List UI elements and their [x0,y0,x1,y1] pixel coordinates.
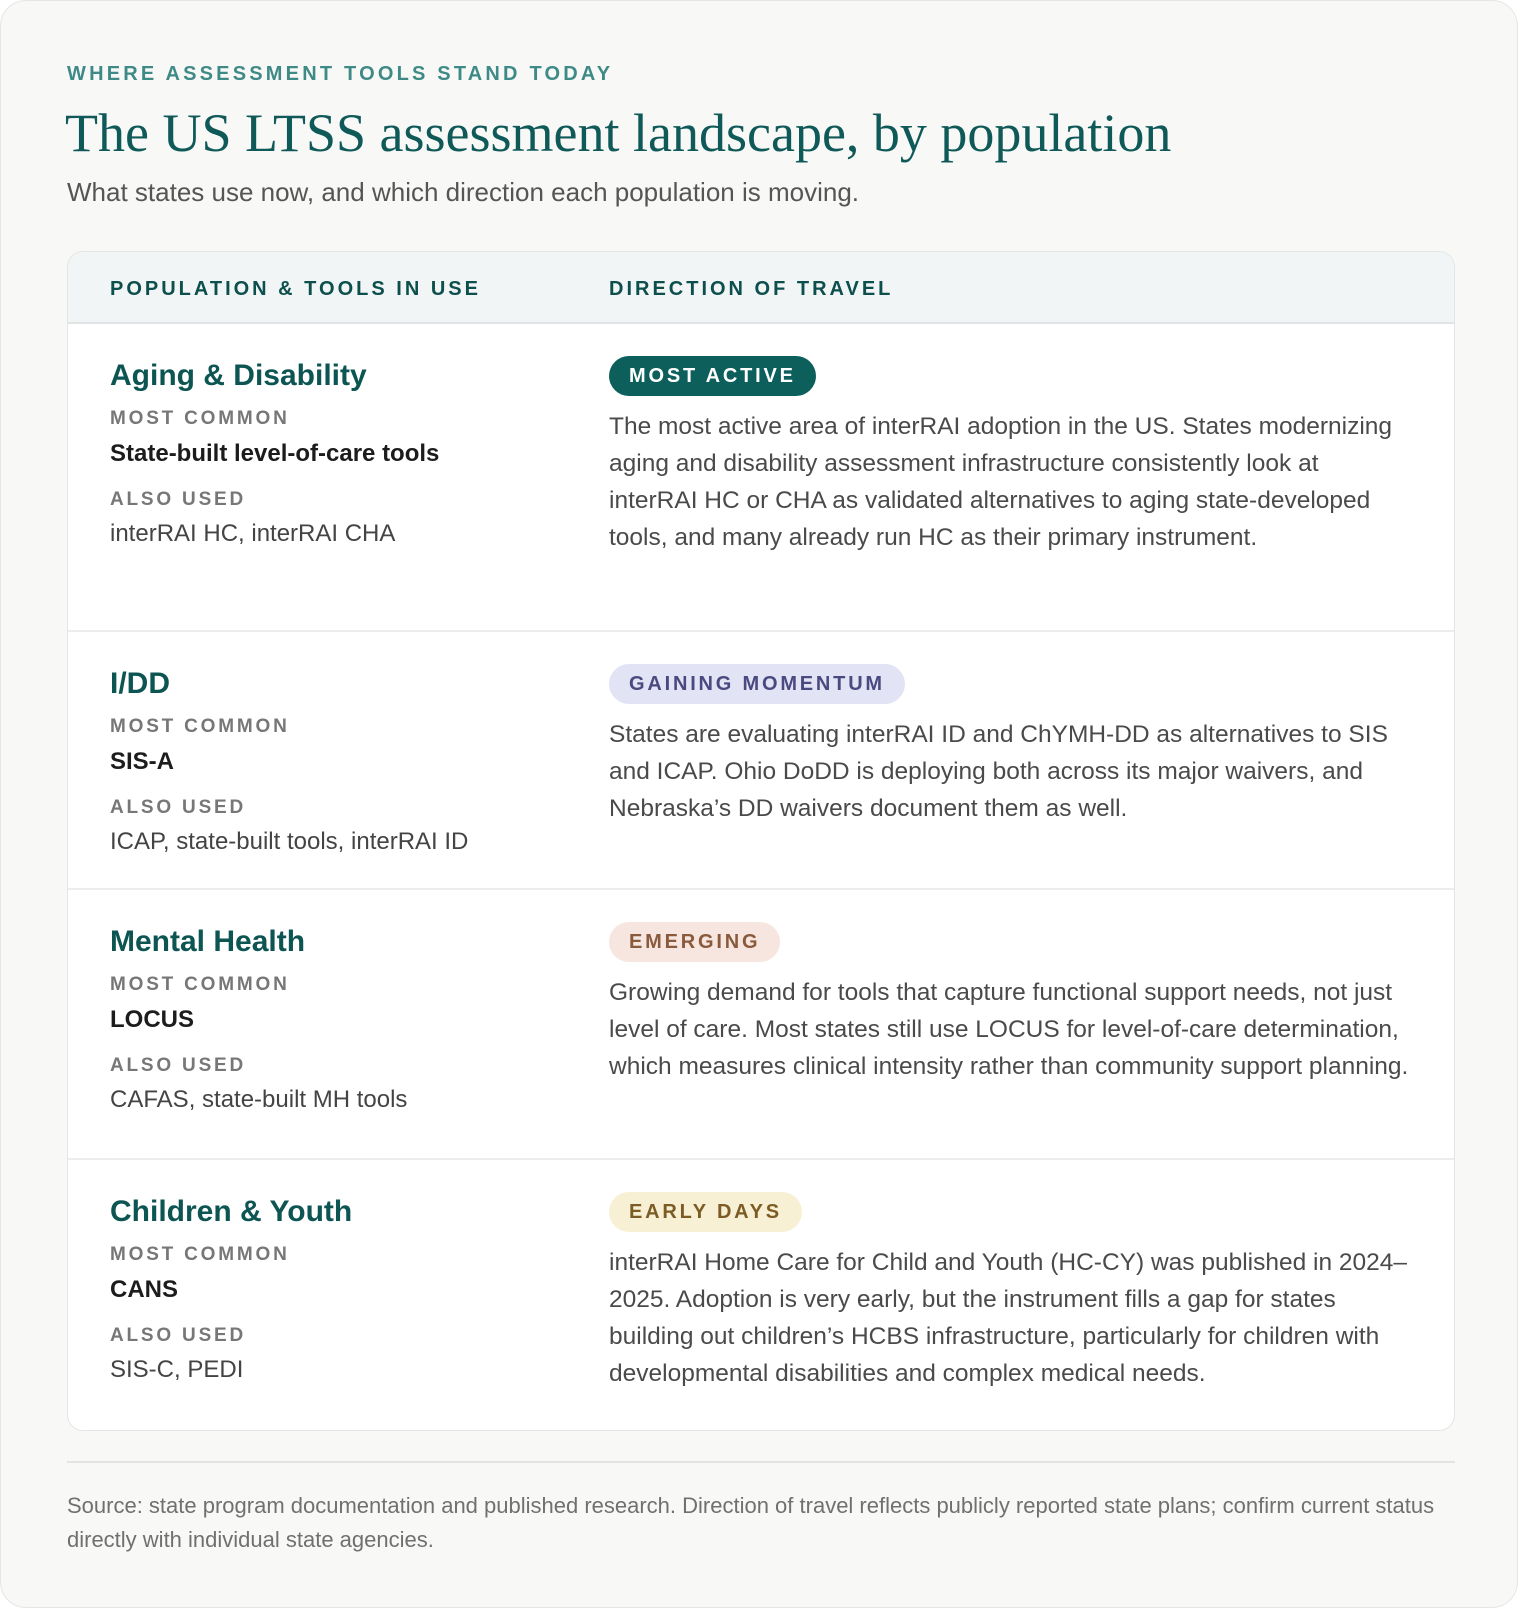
also-used-label: ALSO USED [110,1055,247,1076]
also-used-label: ALSO USED [110,489,247,510]
most-common-value: CANS [110,1276,179,1303]
status-badge: EMERGING [609,922,780,962]
most-common-label: MOST COMMON [110,1244,290,1265]
most-common-label: MOST COMMON [110,716,290,737]
table-header [68,252,1454,324]
most-common-value: LOCUS [110,1006,194,1033]
assessment-table [67,251,1455,1431]
table-row-aging-disability [68,324,1454,632]
most-common-label: MOST COMMON [110,408,290,429]
also-used-value: SIS-C, PEDI [110,1356,244,1383]
also-used-label: ALSO USED [110,797,247,818]
column-header-direction: DIRECTION OF TRAVEL [609,278,894,300]
most-common-label: MOST COMMON [110,974,290,995]
most-common-value: SIS-A [110,748,175,775]
status-badge: GAINING MOMENTUM [609,664,905,704]
status-badge: EARLY DAYS [609,1192,802,1232]
direction-description: Growing demand for tools that capture functional support needs, not just level of care. Most states still use LOCUS for level-of-care determination, which measures clinical intensity rather than community support planning. [609,979,1409,1080]
also-used-value: CAFAS, state-built MH tools [110,1086,408,1113]
page-title: The US LTSS assessment landscape, by population [65,103,1172,163]
table-row-mental-health [68,890,1454,1160]
direction-description: The most active area of interRAI adoption in the US. States modernizing aging and disability assessment infrastructure consistently look at interRAI HC or CHA as validated alternatives to aging state-developed tools, and many already run HC as their primary instrument. [609,413,1393,551]
page-subtitle: What states use now, and which direction each population is moving. [67,177,860,207]
population-name: Aging & Disability [110,359,367,392]
source-note: Source: state program documentation and published research. Direction of travel reflects publicly reported state plans; confirm current status directly with individual state agencies. [67,1493,1435,1552]
also-used-value: interRAI HC, interRAI CHA [110,520,396,547]
status-badge: MOST ACTIVE [609,356,816,396]
eyebrow: WHERE ASSESSMENT TOOLS STAND TODAY [67,63,614,85]
table-row-children-youth [68,1160,1454,1430]
direction-description: States are evaluating interRAI ID and ChYMH-DD as alternatives to SIS and ICAP. Ohio DoDD is deploying both across its major waivers, and Nebraska’s DD waivers document them as well. [609,721,1388,822]
also-used-label: ALSO USED [110,1325,247,1346]
direction-description: interRAI Home Care for Child and Youth (HC-CY) was published in 2024–2025. Adoption is very early, but the instrument fills a gap for states building out children’s HCBS infrastructure, particularly for children with developmental disabilities and complex medical needs. [609,1249,1408,1387]
population-name: Mental Health [110,925,306,958]
most-common-value: State-built level-of-care tools [110,440,440,467]
population-name: Children & Youth [110,1195,353,1228]
population-name: I/DD [110,667,170,700]
table-row-idd [68,632,1454,890]
column-header-population: POPULATION & TOOLS IN USE [110,278,481,300]
footer-divider [67,1461,1455,1463]
also-used-value: ICAP, state-built tools, interRAI ID [110,828,469,855]
